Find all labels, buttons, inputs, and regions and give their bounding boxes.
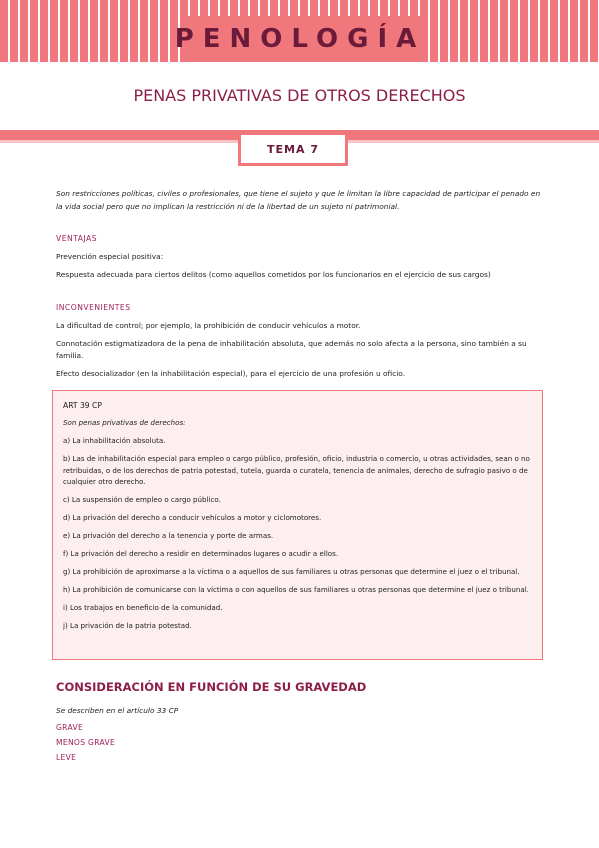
gravedad-section: [56, 705, 178, 762]
inconvenientes-item: Efecto desocializador (en la inhabilitación especial), para el ejercicio de una profesión u oficio.: [56, 369, 406, 378]
gravedad-level: MENOS GRAVE: [56, 738, 116, 747]
inconvenientes-item: Connotación estigmatizadora de la pena de inhabilitación absoluta, que además no solo afecta a la persona, sino también a su familia.: [56, 339, 527, 360]
article-item: d) La privación del derecho a conducir vehículos a motor y ciclomotores.: [63, 513, 322, 522]
article-39-box: [52, 390, 543, 660]
tema-label: TEMA 7: [267, 142, 319, 156]
gravedad-level: LEVE: [56, 753, 77, 762]
article-title: ART 39 CP: [63, 401, 102, 410]
gravedad-heading: CONSIDERACIÓN EN FUNCIÓN DE SU GRAVEDAD: [56, 680, 367, 694]
header-band-gap: [0, 62, 599, 68]
page-title: PENOLOGÍA: [174, 24, 426, 54]
article-item: h) La prohibición de comunicarse con la víctima o con aquellos de sus familiares u otras personas que determine el juez o tribunal.: [63, 585, 529, 594]
inconvenientes-section: [56, 303, 546, 386]
intro-paragraph: Son restricciones políticas, civiles o profesionales, que tiene el sujeto y que le limitan la libre capacidad de participar el penado en la vida social pero que no implican la restricción ni de la libertad de un sujeto ni patrimonial.: [56, 189, 541, 211]
gravedad-note: Se describen en el artículo 33 CP: [56, 706, 179, 715]
ventajas-section: [56, 234, 546, 287]
article-item: e) La privación del derecho a la tenencia y porte de armas.: [63, 531, 274, 540]
article-item: j) La privación de la patria potestad.: [63, 621, 192, 630]
article-item: b) Las de inhabilitación especial para empleo o cargo público, profesión, oficio, industria o comercio, u otras actividades, sean o no retribuidas, o de los derechos de patria potestad, tutela, guarda o curatela, tenencia de animales, derecho de sufragio pasivo o de cualquier otro derecho.: [63, 454, 530, 486]
tema-badge: [238, 132, 348, 166]
ventajas-heading: VENTAJAS: [56, 234, 98, 243]
ventajas-item: Respuesta adecuada para ciertos delitos (como aquellos cometidos por los funcionarios en el ejercicio de sus cargos): [56, 270, 491, 279]
page-subtitle: PENAS PRIVATIVAS DE OTROS DERECHOS: [133, 86, 466, 105]
article-item: g) La prohibición de aproximarse a la víctima o a aquellos de sus familiares u otras personas que determine el juez o el tribunal.: [63, 567, 520, 576]
article-item: i) Los trabajos en beneficio de la comunidad.: [63, 603, 223, 612]
inconvenientes-heading: INCONVENIENTES: [56, 303, 131, 312]
title-box: [174, 16, 426, 62]
article-item: f) La privación del derecho a residir en determinados lugares o acudir a ellos.: [63, 549, 339, 558]
article-item: c) La suspensión de empleo o cargo público.: [63, 495, 221, 504]
inconvenientes-item: La dificultad de control; por ejemplo, la prohibición de conducir vehículos a motor.: [56, 321, 361, 330]
ventajas-item: Prevención especial positiva:: [56, 252, 164, 261]
article-intro: Son penas privativas de derechos:: [63, 418, 186, 427]
gravedad-level: GRAVE: [56, 723, 84, 732]
article-item: a) La inhabilitación absoluta.: [63, 436, 166, 445]
